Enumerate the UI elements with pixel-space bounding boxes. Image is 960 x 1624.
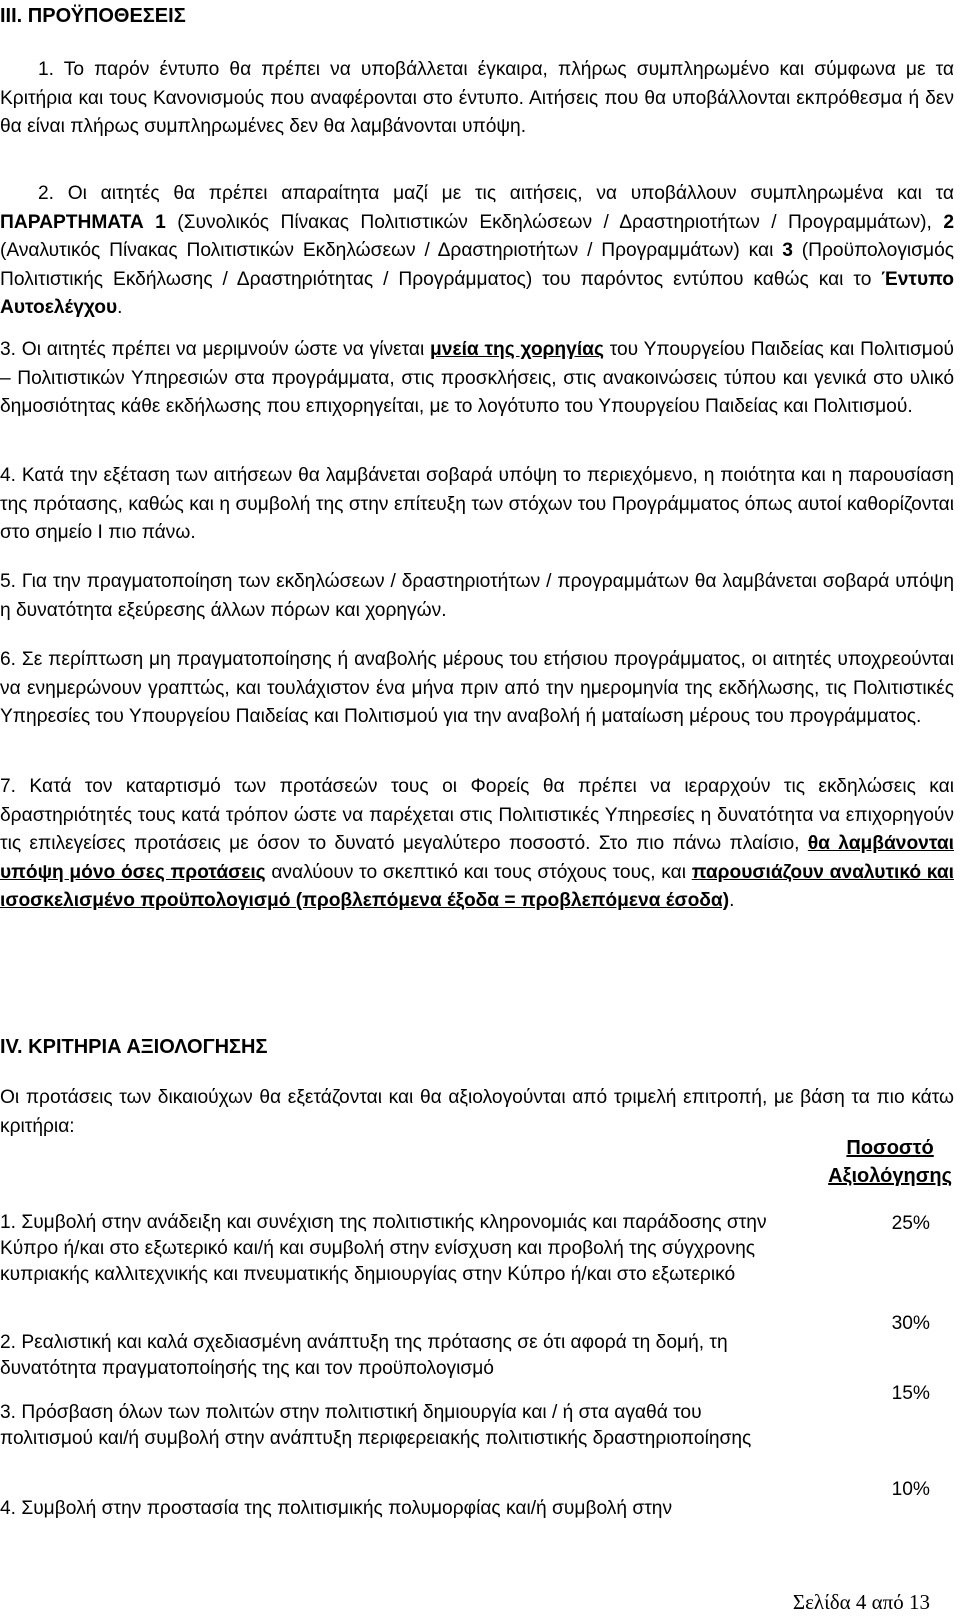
condition-item-2-annex-2: 2	[943, 211, 954, 233]
condition-item-1: 1. Το παρόν έντυπο θα πρέπει να υποβάλλεται έγκαιρα, πλήρως συμπληρωμένο και σύμφωνα με τα Κριτήρια και τους Κανονισμούς που αναφέρονται στο έντυπο. Αιτήσεις που θα υποβάλλονται εκπρόθεσμα ή δεν θα είναι πλήρως συμπληρωμένες δεν θα λαμβάνονται υπόψη.	[0, 59, 954, 137]
condition-item-5: 5. Για την πραγματοποίηση των εκδηλώσεων / δραστηριοτήτων / προγραμμάτων θα λαμβάνεται σοβαρά υπόψη η δυνατότητα εξεύρεσης άλλων πόρων και χορηγών.	[0, 571, 954, 621]
condition-item-3	[0, 336, 954, 422]
criterion-3-text: 3. Πρόσβαση όλων των πολιτών στην πολιτιστική δημιουργία και / ή στα αγαθά του πολιτισμού και/ή συμβολή στην ανάπτυξη περιφερειακής πολιτιστικής δραστηριοποίησης	[0, 1402, 752, 1449]
condition-item-2-text-c: (Αναλυτικός Πίνακας Πολιτιστικών Εκδηλώσεων / Δραστηριοτήτων / Προγραμμάτων) και	[0, 240, 783, 261]
criterion-3-percent: 15%	[891, 1383, 930, 1404]
criterion-4-percent: 10%	[891, 1479, 930, 1500]
criterion-4-text: 4. Συμβολή στην προστασία της πολιτισμικής πολυμορφίας και/ή συμβολή στην	[0, 1498, 673, 1519]
criterion-2-text: 2. Ρεαλιστική και καλά σχεδιασμένη ανάπτυξη της πρότασης σε ότι αφορά τη δομή, τη δυνατότητα πραγματοποίησής της και τον προϋπολογισμό	[0, 1332, 728, 1379]
condition-item-2-self-check-form: Έντυπο Αυτοελέγχου	[0, 268, 954, 318]
percentage-header-line-2: Αξιολόγησης	[828, 1165, 952, 1187]
condition-item-7-text-b: αναλύουν το σκεπτικό και τους στόχους τους, και	[265, 861, 692, 883]
condition-item-3-text-a: 3. Οι αιτητές πρέπει να μεριμνούν ώστε να γίνεται	[0, 339, 431, 360]
condition-item-2-annex-3: 3	[782, 240, 793, 261]
condition-item-6: 6. Σε περίπτωση μη πραγματοποίησης ή αναβολής μέρους του ετήσιου προγράμματος, οι αιτητές υποχρεούνται να ενημερώνουν γραπτώς, και τουλάχιστον ένα μήνα πριν από την ημερομηνία της εκδήλωσης, τις Πολιτιστικές Υπηρεσίες του Υπουργείου Παιδείας και Πολιτισμού για την αναβολή ή ματαίωση μέρους του προγράμματος.	[0, 649, 954, 727]
condition-item-3-sponsorship-mention: μνεία της χορηγίας	[430, 339, 604, 360]
condition-item-3-text-b: του Υπουργείου Παιδείας και Πολιτισμού – Πολιτιστικών Υπηρεσιών στα προγράμματα, στις προσκλήσεις, στις ανακοινώσεις τύπου και γενικά στο υλικό δημοσιότητας κάθε εκδήλωσης που επιχορηγείται, με το λογότυπο του Υπουργείου Παιδείας και Πολιτισμού.	[0, 339, 955, 417]
condition-item-2-text-e: .	[117, 297, 123, 318]
condition-item-7-emphasis-2: παρουσιάζουν αναλυτικό και ισοσκελισμένο προϋπολογισμό (προβλεπόμενα έξοδα = προβλεπόμενα έσοδα)	[0, 861, 954, 911]
condition-item-2-text-b: (Συνολικός Πίνακας Πολιτιστικών Εκδηλώσεων / Δραστηριοτήτων / Προγραμμάτων),	[165, 211, 944, 233]
percentage-column-header	[828, 1134, 952, 1190]
condition-item-4: 4. Κατά την εξέταση των αιτήσεων θα λαμβάνεται σοβαρά υπόψη το περιεχόμενο, η ποιότητα και η παρουσίαση της πρότασης, καθώς και η συμβολή της στην επίτευξη των στόχων του Προγράμματος όπως αυτοί καθορίζονται στο σημείο Ι πιο πάνω.	[0, 465, 954, 543]
condition-item-2-text-a: 2. Οι αιτητές θα πρέπει απαραίτητα μαζί με τις αιτήσεις, να υποβάλλουν συμπληρωμένα και τα	[38, 183, 954, 204]
criterion-1-percent: 25%	[891, 1213, 930, 1234]
condition-item-2-text-d: (Προϋπολογισμός Πολιτιστικής Εκδήλωσης / Δραστηριότητας / Προγράμματος) του παρόντος εντύπου καθώς και το	[0, 240, 954, 290]
condition-item-2-annexes: ΠΑΡΑΡΤΗΜΑΤΑ 1	[0, 211, 166, 233]
page-number: Σελίδα 4 από 13	[792, 1590, 930, 1614]
criterion-1-text: 1. Συμβολή στην ανάδειξη και συνέχιση της πολιτιστικής κληρονομιάς και παράδοσης στην Κύπρο ή/και στο εξωτερικό και/ή και συμβολή στην ενίσχυση και προβολή της σύγχρονης κυπριακής καλλιτεχνικής και πνευματικής δημιουργίας στην Κύπρο ή/και στο εξωτερικό	[0, 1212, 767, 1285]
condition-item-7-text-c: .	[729, 890, 735, 911]
criteria-intro: Οι προτάσεις των δικαιούχων θα εξετάζονται και θα αξιολογούνται από τριμελή επιτροπή, με βάση τα πιο κάτω κριτήρια:	[0, 1087, 954, 1137]
section-3-heading: ΙΙΙ. ΠΡΟΫΠΟΘΕΣΕΙΣ	[0, 5, 186, 27]
percentage-header-line-1: Ποσοστό	[846, 1137, 934, 1159]
criterion-2-percent: 30%	[891, 1313, 930, 1334]
condition-item-7	[0, 773, 954, 916]
condition-item-7-text-a: 7. Κατά τον καταρτισμό των προτάσεών τους οι Φορείς θα πρέπει να ιεραρχούν τις εκδηλώσεις και δραστηριότητές τους κατά τρόπον ώστε να παρέχεται στις Πολιτιστικές Υπηρεσίες η δυνατότητα να επιχορηγούν τις επιλεγείσες προτάσεις με όσον το δυνατό μεγαλύτερο ποσοστό. Στο πιο πάνω πλαίσιο,	[0, 776, 954, 854]
condition-item-2	[0, 180, 954, 323]
condition-item-7-emphasis-1: θα λαμβάνονται υπόψη μόνο όσες προτάσεις	[0, 833, 954, 883]
section-4-heading: IV. ΚΡΙΤΗΡΙΑ ΑΞΙΟΛΟΓΗΣΗΣ	[0, 1036, 268, 1058]
